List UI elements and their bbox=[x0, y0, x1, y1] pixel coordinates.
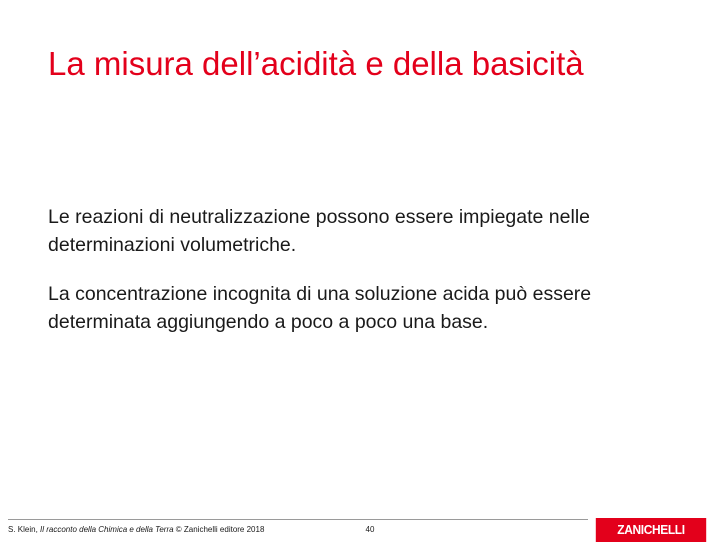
slide-body bbox=[48, 203, 608, 357]
footer-publisher-note: © Zanichelli editore 2018 bbox=[173, 525, 265, 534]
paragraph-neutralization: Le reazioni di neutralizzazione possono essere impiegate nelle determinazioni volumetriche. bbox=[48, 206, 591, 256]
footer-divider bbox=[8, 519, 588, 520]
zanichelli-logo: ZANICHELLI bbox=[596, 518, 706, 542]
page-number: 40 bbox=[365, 525, 375, 534]
footer-author: S. Klein, bbox=[8, 525, 41, 534]
footer bbox=[0, 510, 720, 540]
footer-book-title: Il racconto della Chimica e della Terra bbox=[40, 525, 174, 534]
footer-credit bbox=[8, 524, 264, 535]
paragraph-titration: La concentrazione incognita di una soluzione acida può essere determinata aggiungendo a poco a poco una base. bbox=[48, 283, 592, 333]
slide-title: La misura dell’acidità e della basicità bbox=[48, 45, 584, 82]
